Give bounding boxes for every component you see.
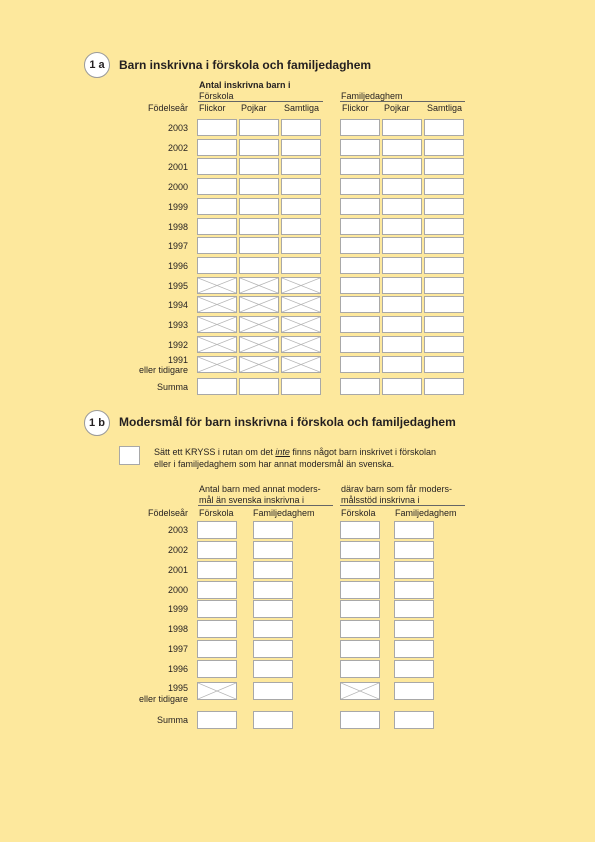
section-1b-year-label: 1999 [167, 604, 188, 614]
section-1a-input-cell[interactable] [424, 336, 464, 353]
section-1b-input-cell[interactable] [197, 640, 237, 658]
section-1a-input-cell[interactable] [382, 277, 422, 294]
section-1b-blocked-cell [340, 682, 380, 700]
section-1b-badge: 1 b [84, 410, 110, 436]
section-1a-input-cell[interactable] [281, 237, 321, 254]
section-1b-input-cell[interactable] [340, 581, 380, 599]
section-1a-input-cell[interactable] [424, 119, 464, 136]
section-1a-input-cell[interactable] [424, 277, 464, 294]
section-1a-input-cell[interactable] [340, 277, 380, 294]
section-1a-blocked-cell [197, 356, 237, 373]
section-1b-input-cell[interactable] [394, 682, 434, 700]
section-1b-group2-rule [340, 505, 465, 506]
section-1a-year-label: 1999 [167, 202, 188, 212]
section-1a-input-cell[interactable] [382, 218, 422, 235]
section-1a-input-cell[interactable] [340, 356, 380, 373]
section-1a-input-cell[interactable] [424, 356, 464, 373]
section-1a-blocked-cell [239, 296, 279, 313]
section-1a-input-cell[interactable] [340, 296, 380, 313]
section-1a-input-cell[interactable] [382, 296, 422, 313]
section-1a-group-heading: Antal inskrivna barn i [199, 80, 291, 90]
section-1b-group2-heading-line1: därav barn som får moders- [341, 484, 453, 494]
section-1b-input-cell[interactable] [253, 640, 293, 658]
section-1a-input-cell[interactable] [281, 158, 321, 175]
section-1a-input-cell[interactable] [281, 257, 321, 274]
section-1b-input-cell[interactable] [197, 660, 237, 678]
section-1b-row-header: Födelseår [147, 508, 188, 518]
instruction-emphasis: inte [275, 447, 290, 457]
section-1a-input-cell[interactable] [281, 218, 321, 235]
instruction-text-after: finns något barn inskrivet i förskolan [289, 447, 436, 457]
section-1b-input-cell[interactable] [253, 660, 293, 678]
section-1a-blocked-cell [281, 356, 321, 373]
section-1b-year-label: 2003 [167, 525, 188, 535]
section-1a-year-label: 1994 [167, 300, 188, 310]
section-1a-input-cell[interactable] [281, 178, 321, 195]
section-1a-input-cell[interactable] [340, 139, 380, 156]
section-1b-year-label: 1995 [167, 683, 188, 693]
section-1a-blocked-cell [239, 336, 279, 353]
section-1a-input-cell[interactable] [239, 178, 279, 195]
section-1a-year-suffix: eller tidigare [138, 365, 188, 375]
no-foreign-language-checkbox[interactable] [119, 446, 140, 465]
section-1a-input-cell[interactable] [239, 158, 279, 175]
section-1b-group1-heading-line1: Antal barn med annat moders- [199, 484, 321, 494]
section-1a-input-cell[interactable] [424, 158, 464, 175]
section-1a-input-cell[interactable] [239, 198, 279, 215]
section-1a-input-cell[interactable] [424, 198, 464, 215]
section-1a-input-cell[interactable] [382, 336, 422, 353]
section-1a-sum-cell[interactable] [281, 378, 321, 395]
section-1a-input-cell[interactable] [382, 139, 422, 156]
section-1a-input-cell[interactable] [239, 139, 279, 156]
section-1a-sum-cell[interactable] [424, 378, 464, 395]
section-1a-blocked-cell [197, 296, 237, 313]
section-1b-year-label: 2002 [167, 545, 188, 555]
section-1b-input-cell[interactable] [394, 620, 434, 638]
section-1a-blocked-cell [281, 316, 321, 333]
section-1b-input-cell[interactable] [197, 541, 237, 559]
section-1a-blocked-cell [281, 296, 321, 313]
section-1a-year-label: 2002 [167, 143, 188, 153]
section-1a-input-cell[interactable] [340, 257, 380, 274]
section-1a-input-cell[interactable] [340, 316, 380, 333]
section-1a-input-cell[interactable] [424, 257, 464, 274]
section-1b-input-cell[interactable] [394, 581, 434, 599]
section-1b-input-cell[interactable] [253, 682, 293, 700]
section-1a-familjedaghem-rule [340, 101, 465, 102]
section-1b-input-cell[interactable] [197, 581, 237, 599]
section-1b-input-cell[interactable] [340, 600, 380, 618]
section-1a-blocked-cell [197, 336, 237, 353]
section-1a-input-cell[interactable] [424, 316, 464, 333]
section-1b-input-cell[interactable] [253, 620, 293, 638]
section-1a-input-cell[interactable] [382, 178, 422, 195]
section-1a-input-cell[interactable] [382, 237, 422, 254]
section-1a-input-cell[interactable] [239, 257, 279, 274]
section-1a-input-cell[interactable] [197, 218, 237, 235]
section-1a-input-cell[interactable] [197, 237, 237, 254]
section-1a-input-cell[interactable] [424, 139, 464, 156]
section-1a-row-header: Födelseår [147, 103, 188, 113]
section-1a-blocked-cell [281, 277, 321, 294]
section-1a-input-cell[interactable] [239, 237, 279, 254]
section-1b-input-cell[interactable] [197, 561, 237, 579]
section-1a-input-cell[interactable] [197, 257, 237, 274]
section-1a-sum-cell[interactable] [239, 378, 279, 395]
section-1a-col-flickor-forskola: Flickor [199, 103, 226, 113]
section-1b-group2-heading-line2: målsstöd inskrivna i [341, 495, 420, 505]
section-1b-sum-cell[interactable] [394, 711, 434, 729]
section-1a-input-cell[interactable] [197, 178, 237, 195]
section-1a-input-cell[interactable] [424, 237, 464, 254]
section-1a-input-cell[interactable] [424, 296, 464, 313]
section-1a-badge: 1 a [84, 52, 110, 78]
section-1a-input-cell[interactable] [382, 257, 422, 274]
section-1b-blocked-cell [197, 682, 237, 700]
section-1b-input-cell[interactable] [253, 541, 293, 559]
section-1a-input-cell[interactable] [340, 198, 380, 215]
section-1b-input-cell[interactable] [253, 600, 293, 618]
section-1a-input-cell[interactable] [382, 119, 422, 136]
section-1b-group1-heading-line2: mål än svenska inskrivna i [199, 495, 305, 505]
section-1a-input-cell[interactable] [340, 218, 380, 235]
section-1b-year-suffix: eller tidigare [138, 694, 188, 704]
section-1b-col-forskola-2: Förskola [341, 508, 376, 518]
section-1b-col-familjedaghem-1: Familjedaghem [253, 508, 315, 518]
section-1a-input-cell[interactable] [197, 119, 237, 136]
section-1b-year-label: 2000 [167, 585, 188, 595]
section-1a-input-cell[interactable] [281, 119, 321, 136]
section-1a-year-label: 1992 [167, 340, 188, 350]
section-1a-input-cell[interactable] [340, 336, 380, 353]
section-1a-input-cell[interactable] [424, 218, 464, 235]
section-1a-input-cell[interactable] [281, 198, 321, 215]
section-1b-col-familjedaghem-2: Familjedaghem [395, 508, 457, 518]
section-1b-input-cell[interactable] [253, 521, 293, 539]
section-1b-input-cell[interactable] [197, 521, 237, 539]
section-1a-input-cell[interactable] [197, 139, 237, 156]
section-1b-input-cell[interactable] [340, 620, 380, 638]
section-1b-title: Modersmål för barn inskrivna i förskola och familjedaghem [119, 415, 456, 429]
section-1a-input-cell[interactable] [197, 198, 237, 215]
section-1a-input-cell[interactable] [281, 139, 321, 156]
section-1b-input-cell[interactable] [340, 521, 380, 539]
section-1a-sum-cell[interactable] [340, 378, 380, 395]
section-1a-input-cell[interactable] [340, 237, 380, 254]
section-1a-input-cell[interactable] [382, 158, 422, 175]
section-1b-input-cell[interactable] [340, 660, 380, 678]
section-1a-input-cell[interactable] [239, 119, 279, 136]
section-1b-input-cell[interactable] [340, 640, 380, 658]
section-1a-input-cell[interactable] [340, 119, 380, 136]
section-1b-sum-cell[interactable] [340, 711, 380, 729]
section-1a-input-cell[interactable] [424, 178, 464, 195]
section-1a-subgroup-forskola: Förskola [199, 91, 234, 101]
section-1a-col-samtliga-familjedaghem: Samtliga [427, 103, 463, 113]
section-1a-year-label: 2001 [167, 162, 188, 172]
section-1b-input-cell[interactable] [253, 581, 293, 599]
section-1a-blocked-cell [239, 277, 279, 294]
section-1a-sum-label: Summa [156, 382, 188, 392]
section-1a-year-label: 1995 [167, 281, 188, 291]
section-1a-year-label: 1997 [167, 241, 188, 251]
section-1a-col-flickor-familjedaghem: Flickor [342, 103, 369, 113]
section-1b-instruction-line1 [154, 447, 436, 457]
section-1a-input-cell[interactable] [239, 218, 279, 235]
section-1b-sum-cell[interactable] [253, 711, 293, 729]
section-1b-input-cell[interactable] [394, 541, 434, 559]
section-1a-title: Barn inskrivna i förskola och familjedaghem [119, 58, 372, 72]
section-1b-input-cell[interactable] [394, 561, 434, 579]
section-1b-col-forskola-1: Förskola [199, 508, 234, 518]
section-1a-year-label: 1993 [167, 320, 188, 330]
section-1b-sum-label: Summa [156, 715, 188, 725]
section-1b-year-label: 1996 [167, 664, 188, 674]
section-1a-year-label: 1998 [167, 222, 188, 232]
section-1b-sum-cell[interactable] [197, 711, 237, 729]
section-1b-input-cell[interactable] [394, 600, 434, 618]
section-1a-col-pojkar-forskola: Pojkar [241, 103, 267, 113]
section-1a-col-samtliga-forskola: Samtliga [284, 103, 320, 113]
section-1a-blocked-cell [239, 316, 279, 333]
section-1b-input-cell[interactable] [394, 521, 434, 539]
section-1b-instruction-line2: eller i familjedaghem som har annat modersmål än svenska. [154, 459, 395, 469]
section-1a-blocked-cell [197, 316, 237, 333]
section-1b-year-label: 1997 [167, 644, 188, 654]
section-1a-sum-cell[interactable] [382, 378, 422, 395]
section-1a-blocked-cell [239, 356, 279, 373]
section-1b-year-label: 2001 [167, 565, 188, 575]
section-1b-input-cell[interactable] [394, 660, 434, 678]
section-1a-input-cell[interactable] [340, 178, 380, 195]
section-1b-input-cell[interactable] [197, 620, 237, 638]
section-1a-input-cell[interactable] [340, 158, 380, 175]
section-1a-input-cell[interactable] [382, 356, 422, 373]
section-1a-sum-cell[interactable] [197, 378, 237, 395]
section-1a-year-label: 1996 [167, 261, 188, 271]
section-1b-input-cell[interactable] [394, 640, 434, 658]
section-1a-input-cell[interactable] [382, 316, 422, 333]
section-1b-input-cell[interactable] [340, 561, 380, 579]
section-1b-group1-rule [198, 505, 333, 506]
section-1b-input-cell[interactable] [253, 561, 293, 579]
section-1b-input-cell[interactable] [340, 541, 380, 559]
section-1a-input-cell[interactable] [197, 158, 237, 175]
section-1a-blocked-cell [281, 336, 321, 353]
instruction-text-before: Sätt ett KRYSS i rutan om det [154, 447, 276, 457]
section-1a-col-pojkar-familjedaghem: Pojkar [384, 103, 410, 113]
section-1b-input-cell[interactable] [197, 600, 237, 618]
section-1a-subgroup-familjedaghem: Familjedaghem [341, 91, 403, 101]
section-1b-year-label: 1998 [167, 624, 188, 634]
section-1a-year-label: 2000 [167, 182, 188, 192]
section-1a-blocked-cell [197, 277, 237, 294]
section-1a-forskola-rule [198, 101, 323, 102]
section-1a-year-label: 2003 [167, 123, 188, 133]
section-1a-year-label: 1991 [167, 355, 188, 365]
section-1a-input-cell[interactable] [382, 198, 422, 215]
